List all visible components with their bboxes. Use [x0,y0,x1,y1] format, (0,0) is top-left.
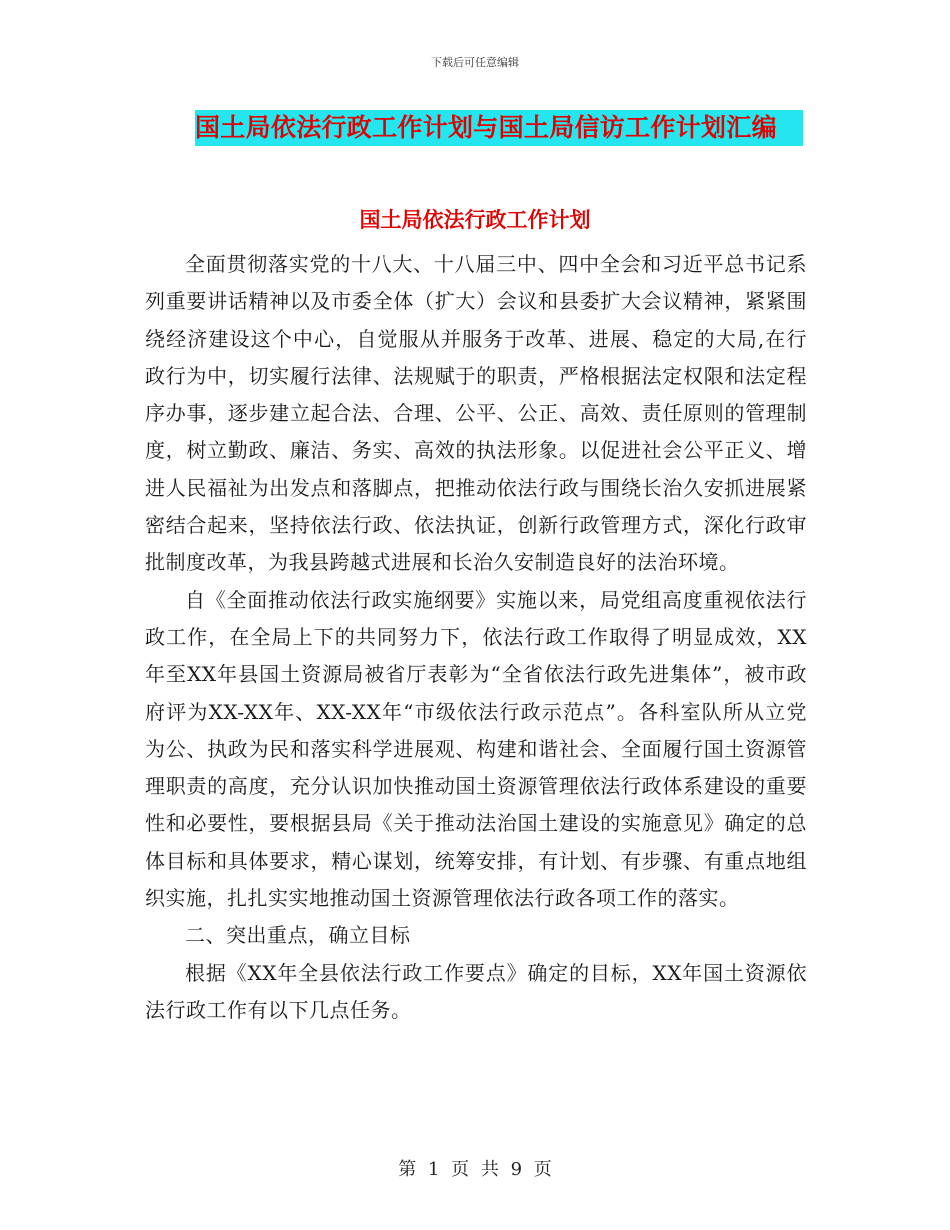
paragraph: 全面贯彻落实党的十八大、十八届三中、四中全会和习近平总书记系列重要讲话精神以及市委全体（扩大）会议和县委扩大会议精神，紧紧围绕经济建设这个中心，自觉服从并服务于改革、进展、稳定的大局,在行政行为中，切实履行法律、法规赋于的职责，严格根据法定权限和法定程序办事，逐步建立起合法、合理、公平、公正、高效、责任原则的管理制度，树立勤政、廉洁、务实、高效的执法形象。以促进社会公平正义、增进人民福祉为出发点和落脚点，把推动依法行政与围绕长治久安抓进展紧密结合起来，坚持依法行政、依法执证，创新行政管理方式，深化行政审批制度改革，为我县跨越式进展和长治久安制造良好的法治环境。 [145,252,807,575]
paragraph: 自《全面推动依法行政实施纲要》实施以来，局党组高度重视依法行政工作，在全局上下的共同努力下，依法行政工作取得了明显成效，XX年至XX年县国土资源局被省厅表彰为“全省依法行政先进集体”，被市政府评为XX-XX年、XX-XX年“市级依法行政示范点”。各科室队所从立党为公、执政为民和落实科学进展观、构建和谐社会、全面履行国土资源管理职责的高度，充分认识加快推动国土资源管理依法行政体系建设的重要性和必要性，要根据县局《关于推动法治国土建设的实施意见》确定的总体目标和具体要求，精心谋划，统筹安排，有计划、有步骤、有重点地组织实施，扎扎实实地推动国土资源管理依法行政各项工作的落实。 [145,587,807,911]
section-heading: 二、突出重点，确立目标 [185,923,411,948]
page-number: 第 1 页 共 9 页 [398,1159,552,1180]
document-body [145,246,807,1029]
section-title: 国土局依法行政工作计划 [359,207,591,232]
main-title: 国土局依法行政工作计划与国土局信访工作计划汇编 [195,113,777,142]
header-note: 下载后可任意编辑 [431,56,519,69]
paragraph: 根据《XX年全县依法行政工作要点》确定的目标，XX年国土资源依法行政工作有以下几点任务。 [145,960,807,1022]
main-title-highlight [195,110,803,146]
